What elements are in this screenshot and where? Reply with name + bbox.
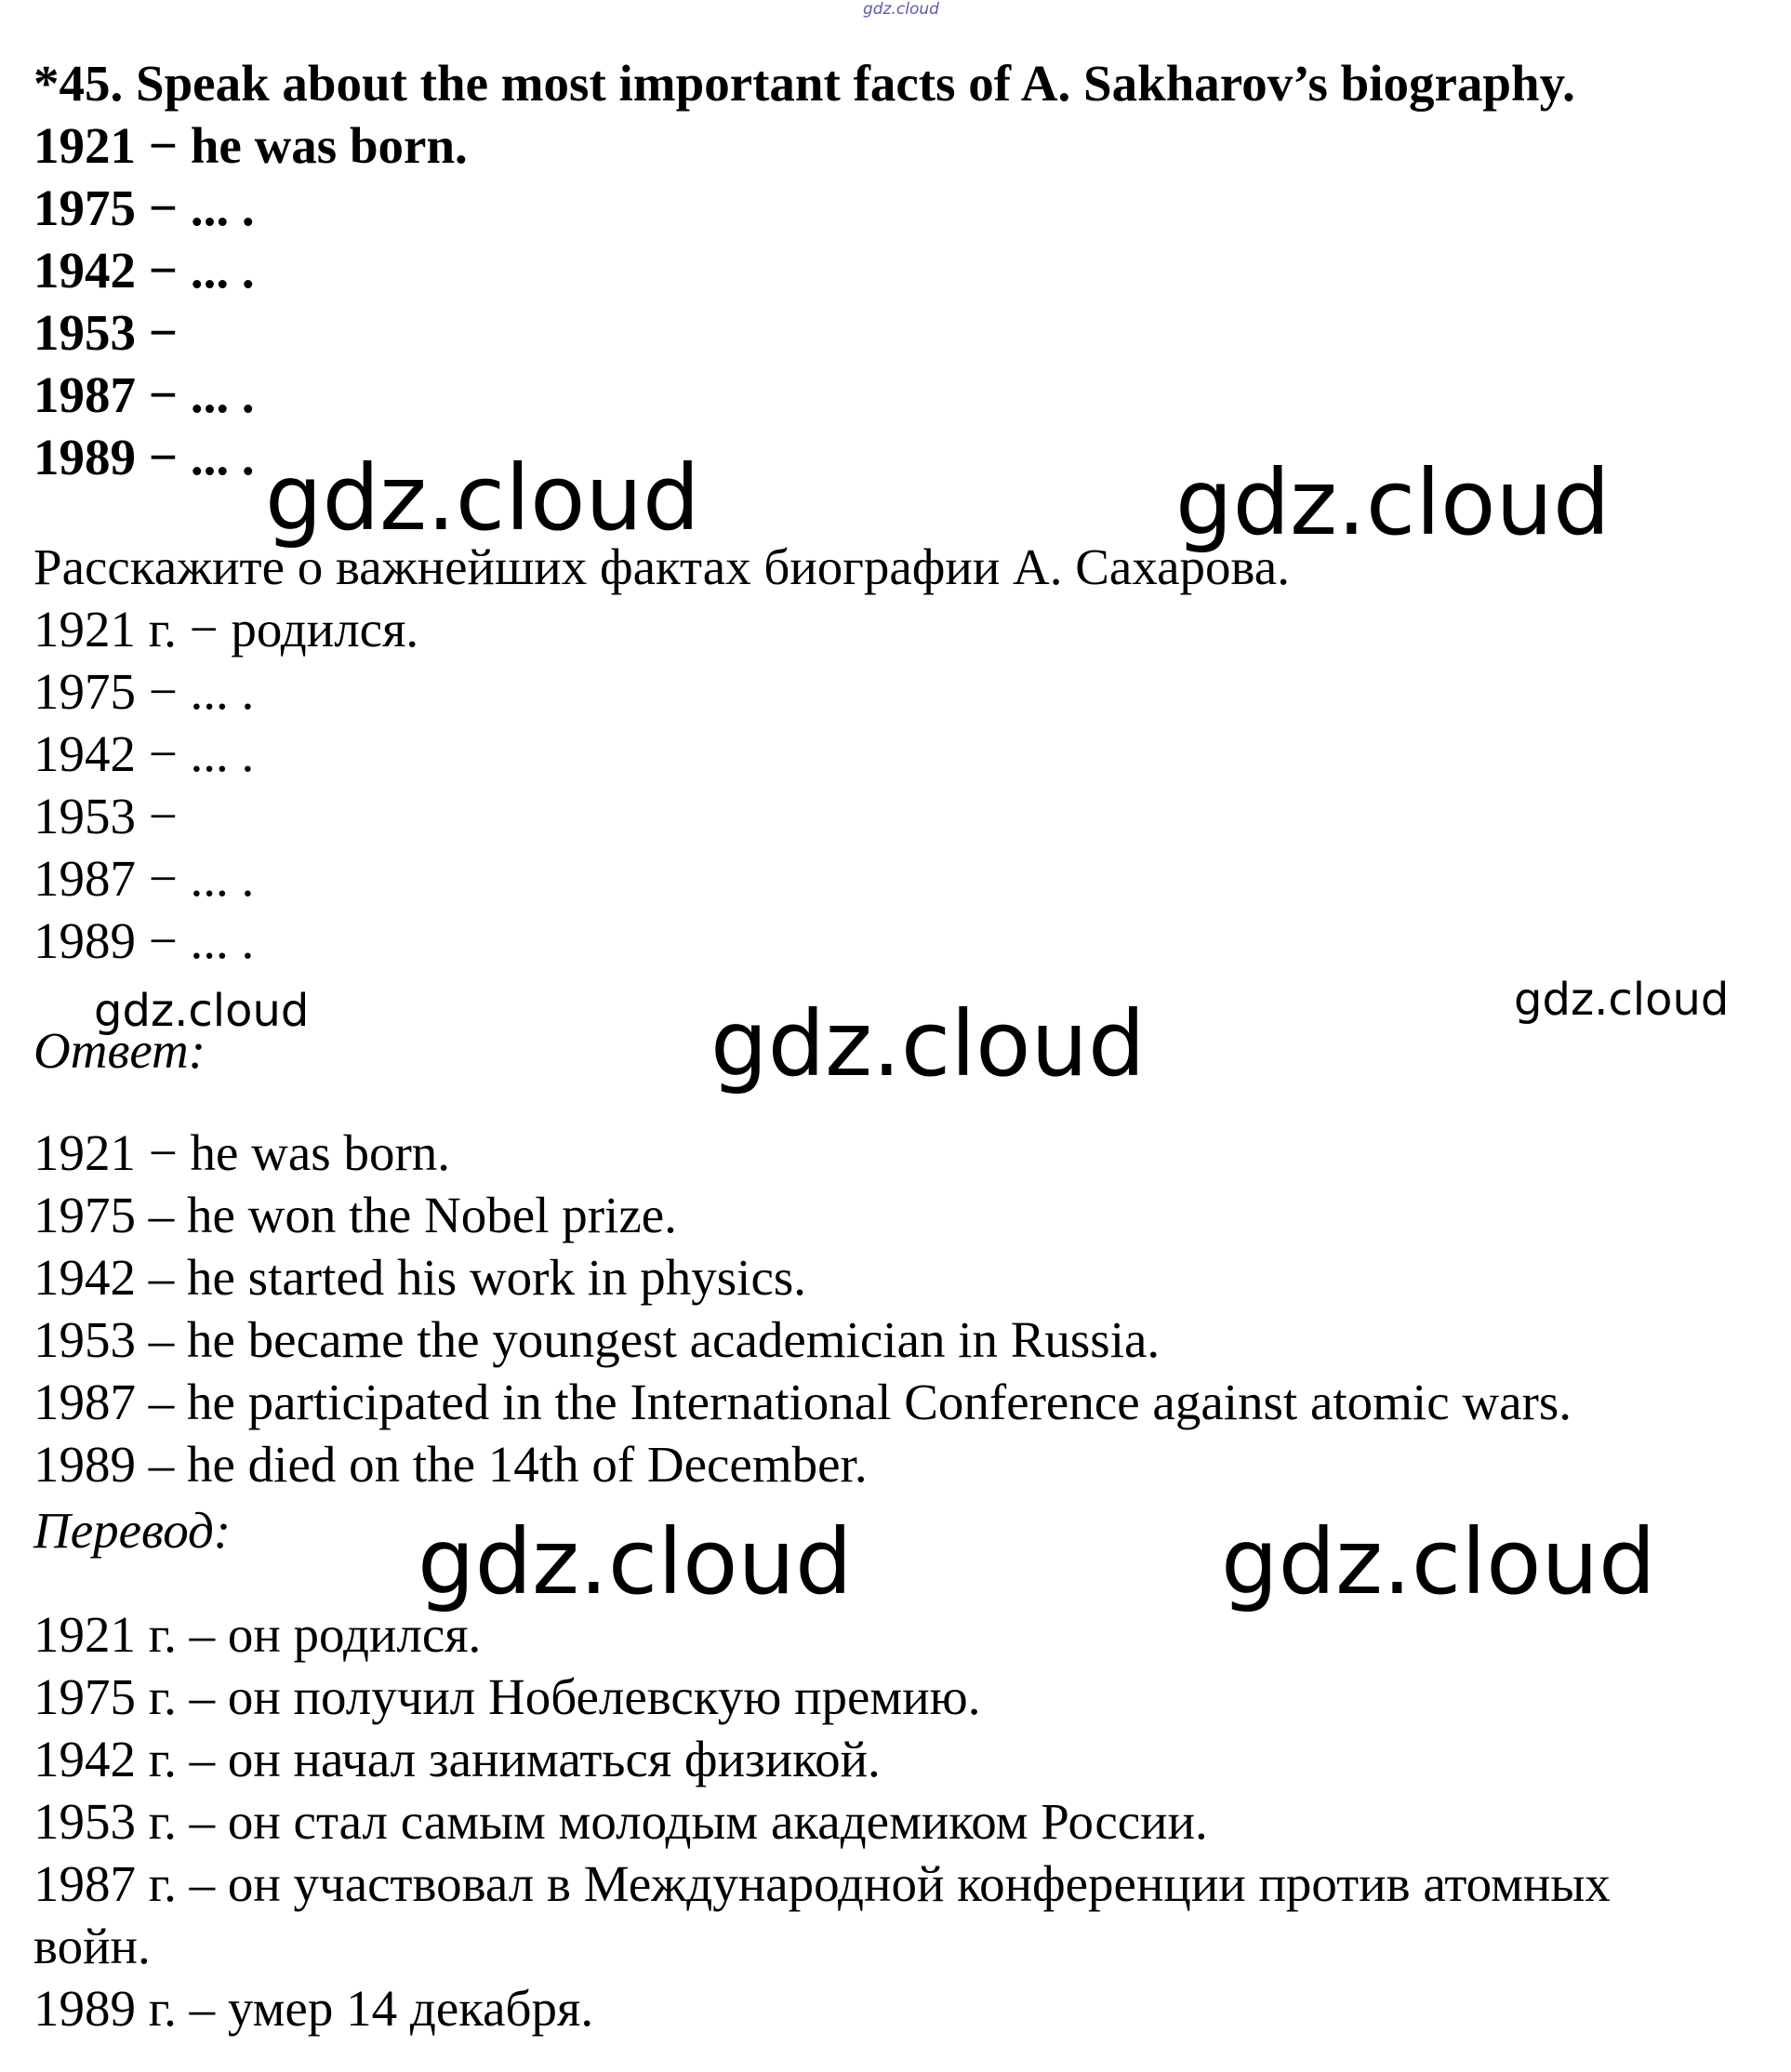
answer-line: 1921 − he was born.: [33, 1124, 451, 1181]
task-line: 1975 − ... .: [33, 179, 255, 236]
watermark: gdz.cloud: [1514, 974, 1730, 1026]
watermark: gdz.cloud: [1175, 450, 1611, 555]
task-line: 1987 − ... .: [33, 366, 255, 423]
translation-task-line: 1942 − ... .: [33, 725, 255, 782]
answer-line: 1953 – he became the youngest academician in Russia.: [33, 1311, 1161, 1368]
task-line: 1953 −: [33, 304, 179, 361]
translation-task-line: 1953 −: [33, 788, 178, 844]
answer-line: 1987 – he participated in the International Conference against atomic wars.: [33, 1374, 1572, 1430]
translation-line: 1987 г. – он участвовал в Международной конференции против атомных: [33, 1855, 1611, 1912]
answer-line: 1942 – he started his work in physics.: [33, 1249, 807, 1306]
top-watermark: gdz.cloud: [863, 0, 939, 19]
translation-line: 1953 г. – он стал самым молодым академиком России.: [33, 1793, 1208, 1850]
translation-task-line: 1921 г. − родился.: [33, 601, 419, 657]
translation-task-title: Расскажите о важнейших фактах биографии А. Сахарова.: [33, 538, 1290, 595]
watermark: gdz.cloud: [94, 985, 310, 1037]
watermark: gdz.cloud: [265, 445, 700, 551]
task-line: 1989 − ... .: [33, 429, 255, 485]
translation-label: Перевод:: [33, 1502, 232, 1559]
answer-label: Ответ:: [33, 1022, 206, 1079]
translation-line: 1942 г. – он начал заниматься физикой.: [33, 1731, 881, 1787]
watermark: gdz.cloud: [1221, 1509, 1656, 1614]
translation-line: 1975 г. – он получил Нобелевскую премию.: [33, 1668, 981, 1725]
translation-task-line: 1987 − ... .: [33, 850, 255, 907]
task-title: *45. Speak about the most important facts of A. Sakharov’s biography.: [33, 55, 1575, 112]
task-line: 1942 − ... .: [33, 242, 255, 299]
translation-line: 1989 г. – умер 14 декабря.: [33, 1980, 594, 2037]
translation-task-line: 1989 − ... .: [33, 912, 255, 969]
translation-line: войн.: [33, 1918, 151, 1974]
task-line: 1921 − he was born.: [33, 117, 468, 174]
translation-line: 1921 г. – он родился.: [33, 1606, 482, 1663]
watermark: gdz.cloud: [710, 991, 1146, 1096]
answer-line: 1989 – he died on the 14th of December.: [33, 1436, 868, 1493]
watermark: gdz.cloud: [418, 1509, 853, 1614]
answer-line: 1975 – he won the Nobel prize.: [33, 1187, 677, 1243]
translation-task-line: 1975 − ... .: [33, 663, 255, 720]
